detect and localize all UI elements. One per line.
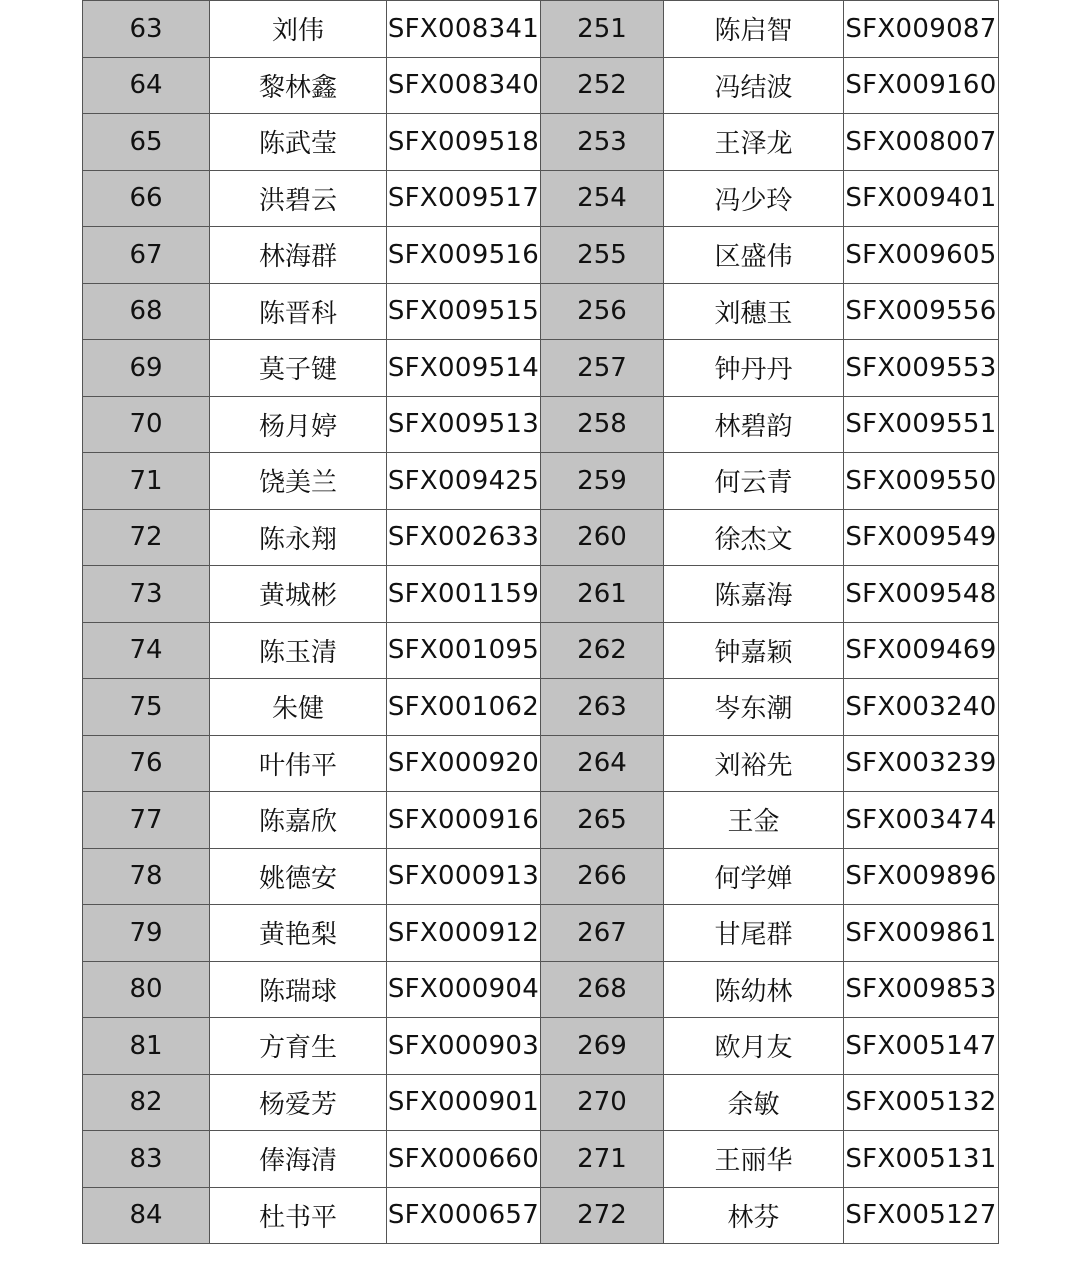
left-name-cell: 陈嘉欣 <box>210 792 387 849</box>
table-row <box>83 792 999 849</box>
left-code-cell: SFX009516 <box>387 227 541 284</box>
left-name-cell: 洪碧云 <box>210 170 387 227</box>
left-name-cell: 叶伟平 <box>210 735 387 792</box>
right-name-cell: 钟丹丹 <box>664 340 844 397</box>
right-number-cell: 270 <box>541 1074 664 1131</box>
left-code-cell: SFX001095 <box>387 622 541 679</box>
right-name-cell: 陈启智 <box>664 1 844 58</box>
left-name-cell: 林海群 <box>210 227 387 284</box>
right-name-cell: 陈幼林 <box>664 961 844 1018</box>
left-name-cell: 黄艳梨 <box>210 905 387 962</box>
left-number-cell: 69 <box>83 340 210 397</box>
table-row <box>83 170 999 227</box>
left-number-cell: 82 <box>83 1074 210 1131</box>
table-row <box>83 509 999 566</box>
table-row <box>83 114 999 171</box>
right-number-cell: 252 <box>541 57 664 114</box>
right-code-cell: SFX003474 <box>844 792 999 849</box>
right-code-cell: SFX009550 <box>844 453 999 510</box>
right-code-cell: SFX009087 <box>844 1 999 58</box>
right-code-cell: SFX009160 <box>844 57 999 114</box>
left-name-cell: 陈武莹 <box>210 114 387 171</box>
left-name-cell: 黎林鑫 <box>210 57 387 114</box>
table-row <box>83 1 999 58</box>
left-name-cell: 陈瑞球 <box>210 961 387 1018</box>
left-name-cell: 杨月婷 <box>210 396 387 453</box>
right-code-cell: SFX005127 <box>844 1187 999 1244</box>
right-name-cell: 陈嘉海 <box>664 566 844 623</box>
table-row <box>83 57 999 114</box>
table-row <box>83 905 999 962</box>
right-name-cell: 区盛伟 <box>664 227 844 284</box>
table-row <box>83 340 999 397</box>
right-code-cell: SFX005131 <box>844 1131 999 1188</box>
left-code-cell: SFX008340 <box>387 57 541 114</box>
table-row <box>83 453 999 510</box>
table-row <box>83 396 999 453</box>
right-name-cell: 徐杰文 <box>664 509 844 566</box>
right-name-cell: 甘尾群 <box>664 905 844 962</box>
right-code-cell: SFX009549 <box>844 509 999 566</box>
right-name-cell: 刘裕先 <box>664 735 844 792</box>
table-row <box>83 679 999 736</box>
table-row <box>83 283 999 340</box>
left-code-cell: SFX000913 <box>387 848 541 905</box>
right-name-cell: 王金 <box>664 792 844 849</box>
left-name-cell: 黄城彬 <box>210 566 387 623</box>
left-number-cell: 64 <box>83 57 210 114</box>
left-number-cell: 71 <box>83 453 210 510</box>
right-number-cell: 258 <box>541 396 664 453</box>
left-name-cell: 陈晋科 <box>210 283 387 340</box>
left-name-cell: 姚德安 <box>210 848 387 905</box>
left-name-cell: 陈永翔 <box>210 509 387 566</box>
table-row <box>83 1131 999 1188</box>
left-code-cell: SFX009518 <box>387 114 541 171</box>
right-number-cell: 257 <box>541 340 664 397</box>
left-number-cell: 65 <box>83 114 210 171</box>
right-name-cell: 王泽龙 <box>664 114 844 171</box>
right-name-cell: 何云青 <box>664 453 844 510</box>
right-name-cell: 冯少玲 <box>664 170 844 227</box>
right-number-cell: 263 <box>541 679 664 736</box>
left-number-cell: 68 <box>83 283 210 340</box>
left-name-cell: 莫子键 <box>210 340 387 397</box>
table-row <box>83 961 999 1018</box>
left-name-cell: 杨爱芳 <box>210 1074 387 1131</box>
right-code-cell: SFX009548 <box>844 566 999 623</box>
right-code-cell: SFX009553 <box>844 340 999 397</box>
right-name-cell: 欧月友 <box>664 1018 844 1075</box>
left-name-cell: 刘伟 <box>210 1 387 58</box>
right-number-cell: 256 <box>541 283 664 340</box>
right-number-cell: 265 <box>541 792 664 849</box>
right-number-cell: 260 <box>541 509 664 566</box>
left-code-cell: SFX002633 <box>387 509 541 566</box>
roster-table <box>82 0 999 1244</box>
table-row <box>83 848 999 905</box>
left-code-cell: SFX009515 <box>387 283 541 340</box>
right-number-cell: 272 <box>541 1187 664 1244</box>
left-number-cell: 83 <box>83 1131 210 1188</box>
right-code-cell: SFX008007 <box>844 114 999 171</box>
left-number-cell: 77 <box>83 792 210 849</box>
right-code-cell: SFX009469 <box>844 622 999 679</box>
right-name-cell: 余敏 <box>664 1074 844 1131</box>
table-row <box>83 735 999 792</box>
left-number-cell: 67 <box>83 227 210 284</box>
left-code-cell: SFX000916 <box>387 792 541 849</box>
left-number-cell: 78 <box>83 848 210 905</box>
left-code-cell: SFX009514 <box>387 340 541 397</box>
right-name-cell: 林碧韵 <box>664 396 844 453</box>
left-code-cell: SFX001159 <box>387 566 541 623</box>
right-number-cell: 267 <box>541 905 664 962</box>
roster-body <box>83 1 999 1244</box>
left-number-cell: 63 <box>83 1 210 58</box>
table-row <box>83 1074 999 1131</box>
left-number-cell: 84 <box>83 1187 210 1244</box>
left-number-cell: 73 <box>83 566 210 623</box>
left-number-cell: 75 <box>83 679 210 736</box>
left-code-cell: SFX000901 <box>387 1074 541 1131</box>
left-number-cell: 70 <box>83 396 210 453</box>
right-name-cell: 钟嘉颖 <box>664 622 844 679</box>
left-name-cell: 陈玉清 <box>210 622 387 679</box>
right-name-cell: 林芬 <box>664 1187 844 1244</box>
right-code-cell: SFX005132 <box>844 1074 999 1131</box>
right-name-cell: 王丽华 <box>664 1131 844 1188</box>
right-code-cell: SFX009401 <box>844 170 999 227</box>
right-number-cell: 255 <box>541 227 664 284</box>
left-number-cell: 66 <box>83 170 210 227</box>
left-name-cell: 杜书平 <box>210 1187 387 1244</box>
left-name-cell: 朱健 <box>210 679 387 736</box>
right-number-cell: 262 <box>541 622 664 679</box>
right-name-cell: 冯结波 <box>664 57 844 114</box>
left-name-cell: 方育生 <box>210 1018 387 1075</box>
right-code-cell: SFX009551 <box>844 396 999 453</box>
left-code-cell: SFX008341 <box>387 1 541 58</box>
table-row <box>83 622 999 679</box>
right-number-cell: 259 <box>541 453 664 510</box>
right-number-cell: 253 <box>541 114 664 171</box>
right-code-cell: SFX005147 <box>844 1018 999 1075</box>
right-number-cell: 264 <box>541 735 664 792</box>
left-code-cell: SFX009517 <box>387 170 541 227</box>
left-code-cell: SFX009425 <box>387 453 541 510</box>
right-number-cell: 268 <box>541 961 664 1018</box>
right-code-cell: SFX009853 <box>844 961 999 1018</box>
table-row <box>83 1187 999 1244</box>
left-number-cell: 74 <box>83 622 210 679</box>
right-code-cell: SFX003240 <box>844 679 999 736</box>
right-number-cell: 271 <box>541 1131 664 1188</box>
left-code-cell: SFX000903 <box>387 1018 541 1075</box>
right-name-cell: 何学婵 <box>664 848 844 905</box>
table-row <box>83 227 999 284</box>
table-row <box>83 566 999 623</box>
left-number-cell: 76 <box>83 735 210 792</box>
right-code-cell: SFX009556 <box>844 283 999 340</box>
right-number-cell: 251 <box>541 1 664 58</box>
left-number-cell: 80 <box>83 961 210 1018</box>
left-code-cell: SFX000904 <box>387 961 541 1018</box>
right-code-cell: SFX009861 <box>844 905 999 962</box>
left-code-cell: SFX000920 <box>387 735 541 792</box>
left-code-cell: SFX000912 <box>387 905 541 962</box>
right-number-cell: 269 <box>541 1018 664 1075</box>
right-code-cell: SFX009605 <box>844 227 999 284</box>
right-number-cell: 254 <box>541 170 664 227</box>
right-code-cell: SFX003239 <box>844 735 999 792</box>
left-name-cell: 饶美兰 <box>210 453 387 510</box>
right-number-cell: 261 <box>541 566 664 623</box>
left-number-cell: 81 <box>83 1018 210 1075</box>
left-code-cell: SFX000660 <box>387 1131 541 1188</box>
right-name-cell: 岑东潮 <box>664 679 844 736</box>
right-name-cell: 刘穗玉 <box>664 283 844 340</box>
right-code-cell: SFX009896 <box>844 848 999 905</box>
left-code-cell: SFX009513 <box>387 396 541 453</box>
left-name-cell: 俸海清 <box>210 1131 387 1188</box>
table-row <box>83 1018 999 1075</box>
left-code-cell: SFX001062 <box>387 679 541 736</box>
left-code-cell: SFX000657 <box>387 1187 541 1244</box>
right-number-cell: 266 <box>541 848 664 905</box>
left-number-cell: 72 <box>83 509 210 566</box>
left-number-cell: 79 <box>83 905 210 962</box>
